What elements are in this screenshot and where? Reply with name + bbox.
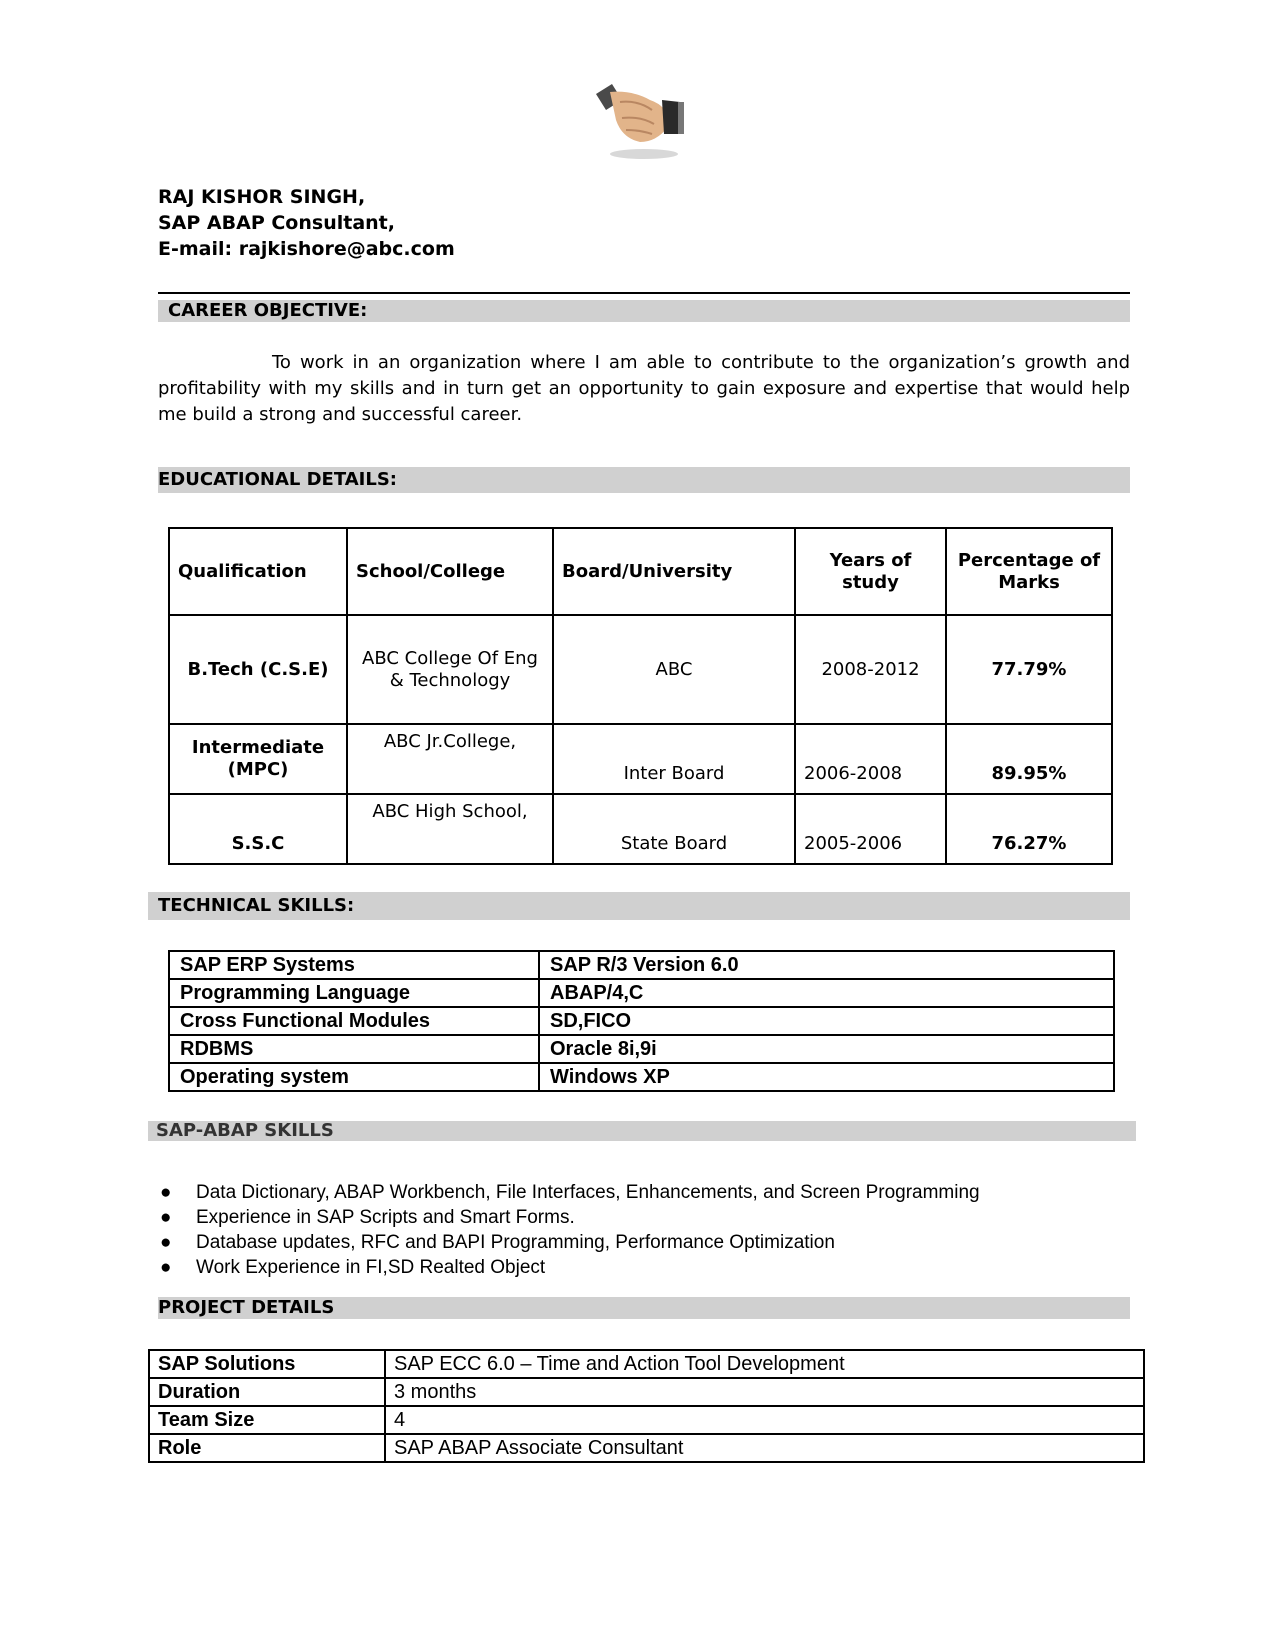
percentage-cell: 89.95% — [946, 724, 1112, 794]
board-cell: Inter Board — [553, 724, 795, 794]
list-item: ● Data Dictionary, ABAP Workbench, File Interfaces, Enhancements, and Screen Programming — [160, 1182, 980, 1203]
table-row — [149, 1434, 1144, 1462]
table-row — [169, 951, 1114, 979]
skill-value-cell: Oracle 8i,9i — [539, 1035, 1114, 1063]
table-row — [169, 615, 1112, 724]
qualification-cell: B.Tech (C.S.E) — [169, 615, 347, 724]
list-item: ● Work Experience in FI,SD Realted Object — [160, 1257, 546, 1278]
school-cell: ABC High School, — [347, 794, 553, 864]
qualification-cell: Intermediate (MPC) — [169, 724, 347, 794]
section-heading-technical: TECHNICAL SKILLS: — [148, 892, 1130, 920]
skill-value-cell: SAP R/3 Version 6.0 — [539, 951, 1114, 979]
col-school: School/College — [347, 528, 553, 615]
project-key-cell: Team Size — [149, 1406, 385, 1434]
board-cell: ABC — [553, 615, 795, 724]
table-row — [169, 724, 1112, 794]
table-row — [169, 794, 1112, 864]
project-key-cell: SAP Solutions — [149, 1350, 385, 1378]
table-row — [149, 1406, 1144, 1434]
skill-key-cell: Programming Language — [169, 979, 539, 1007]
skill-key-cell: SAP ERP Systems — [169, 951, 539, 979]
skill-value-cell: Windows XP — [539, 1063, 1114, 1091]
col-board: Board/University — [553, 528, 795, 615]
project-value-cell: 3 months — [385, 1378, 1144, 1406]
project-value-cell: 4 — [385, 1406, 1144, 1434]
years-cell: 2005-2006 — [795, 794, 946, 864]
section-heading-sap-skills: SAP-ABAP SKILLS — [148, 1121, 1136, 1141]
career-objective-text: To work in an organization where I am able to contribute to the organization’s growth and profitability with my skills and in turn get an opportunity to gain exposure and expertise that would help me build a strong and successful career. — [158, 352, 1130, 425]
skill-value-cell: SD,FICO — [539, 1007, 1114, 1035]
project-value-cell: SAP ECC 6.0 – Time and Action Tool Development — [385, 1350, 1144, 1378]
section-heading-project: PROJECT DETAILS — [158, 1297, 1130, 1319]
skill-value-cell: ABAP/4,C — [539, 979, 1114, 1007]
technical-skills-table — [168, 950, 1115, 1092]
header-divider — [158, 292, 1130, 294]
project-key-cell: Role — [149, 1434, 385, 1462]
education-table — [168, 527, 1113, 865]
education-header-row — [169, 528, 1112, 615]
years-cell: 2008-2012 — [795, 615, 946, 724]
col-percentage: Percentage of Marks — [946, 528, 1112, 615]
handshake-icon — [592, 80, 692, 162]
project-table — [148, 1349, 1145, 1463]
table-row — [169, 1063, 1114, 1091]
percentage-cell: 76.27% — [946, 794, 1112, 864]
candidate-email: E-mail: rajkishore@abc.com — [158, 238, 455, 260]
board-cell: State Board — [553, 794, 795, 864]
project-key-cell: Duration — [149, 1378, 385, 1406]
school-cell: ABC College Of Eng & Technology — [347, 615, 553, 724]
table-row — [149, 1378, 1144, 1406]
school-cell: ABC Jr.College, — [347, 724, 553, 794]
table-row — [169, 979, 1114, 1007]
skill-key-cell: Operating system — [169, 1063, 539, 1091]
skill-key-cell: Cross Functional Modules — [169, 1007, 539, 1035]
project-value-cell: SAP ABAP Associate Consultant — [385, 1434, 1144, 1462]
table-row — [149, 1350, 1144, 1378]
candidate-title: SAP ABAP Consultant, — [158, 212, 395, 234]
list-item: ● Database updates, RFC and BAPI Programming, Performance Optimization — [160, 1232, 835, 1253]
table-row — [169, 1035, 1114, 1063]
qualification-cell: S.S.C — [169, 794, 347, 864]
skill-key-cell: RDBMS — [169, 1035, 539, 1063]
section-heading-education: EDUCATIONAL DETAILS: — [158, 467, 1130, 493]
col-years: Years of study — [795, 528, 946, 615]
list-item: ● Experience in SAP Scripts and Smart Forms. — [160, 1207, 575, 1228]
col-qualification: Qualification — [169, 528, 347, 615]
table-row — [169, 1007, 1114, 1035]
years-cell: 2006-2008 — [795, 724, 946, 794]
sap-skills-list — [158, 1180, 980, 1280]
section-heading-career: CAREER OBJECTIVE: — [158, 300, 1130, 322]
candidate-name: RAJ KISHOR SINGH, — [158, 186, 366, 208]
percentage-cell: 77.79% — [946, 615, 1112, 724]
